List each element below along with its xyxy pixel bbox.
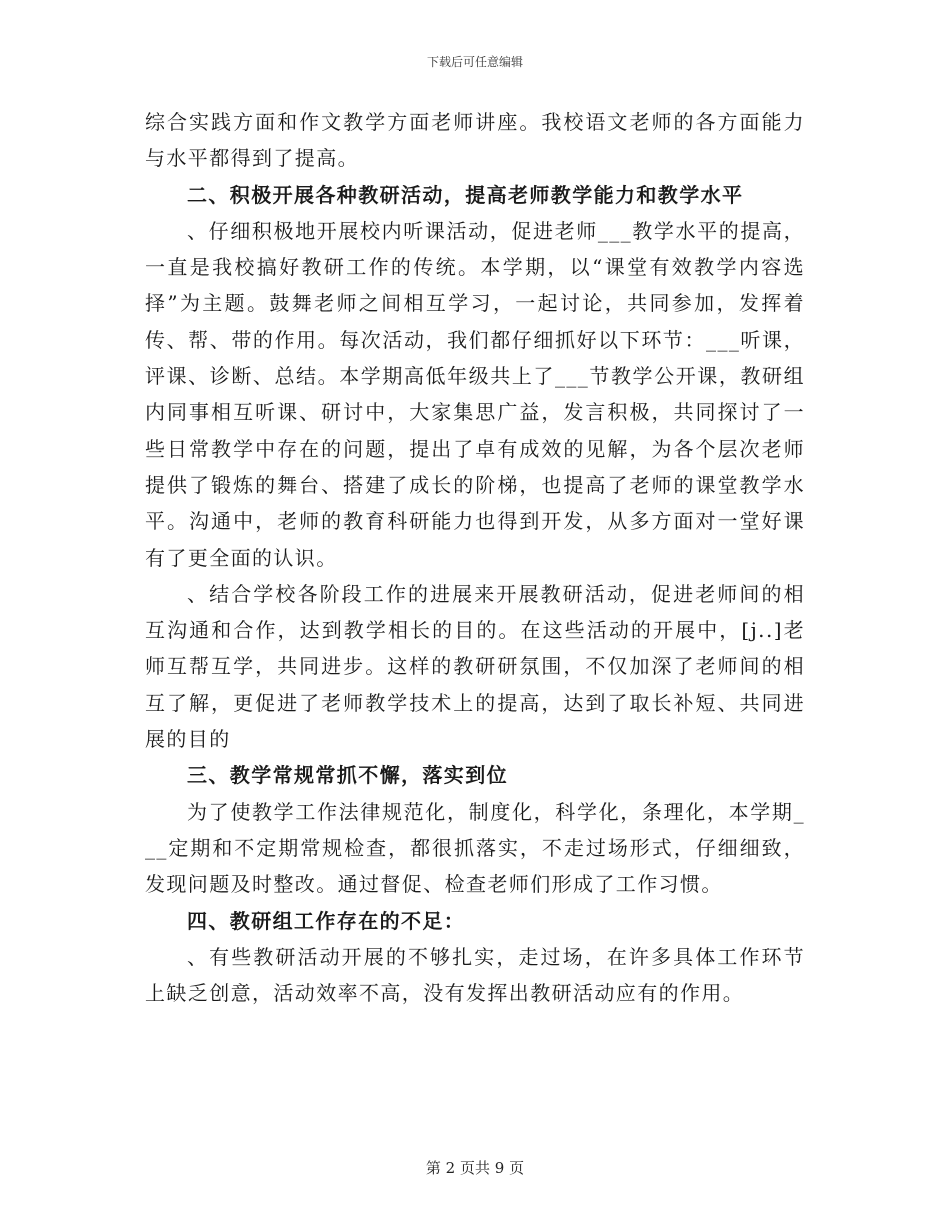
paragraph-continued: 综合实践方面和作文教学方面老师讲座。我校语文老师的各方面能力与水平都得到了提高。 xyxy=(145,110,805,171)
page-header: 下载后可任意编辑 xyxy=(426,55,523,69)
document-body xyxy=(145,104,805,1011)
paragraph-collaboration: 、结合学校各阶段工作的进展来开展教研活动，促进老师间的相互沟通和合作，达到教学相长的目的。在这些活动的开展中，[j..]老师互帮互学，共同进步。这样的教研研氛围，不仅加深了老师间的相互了解，更促进了老师教学技术上的提高，达到了取长补短、共同进展的目的 xyxy=(145,581,805,752)
page-number: 第 2 页共 9 页 xyxy=(425,1159,525,1177)
section-heading-4: 四、教研组工作存在的不足： xyxy=(187,908,466,933)
section-heading-3: 三、教学常规常抓不懈，落实到位 xyxy=(187,763,508,788)
paragraph-lesson-observation: 、仔细积极地开展校内听课活动，促进老师___教学水平的提高，一直是我校搞好教研工作的传统。本学期，以“课堂有效教学内容选择”为主题。鼓舞老师之间相互学习，一起讨论，共同参加，发挥着传、帮、带的作用。每次活动，我们都仔细抓好以下环节：___听课，评课、诊断、总结。本学期高低年级共上了___节教学公开课，教研组内同事相互听课、研讨中，大家集思广益，发言积极，共同探讨了一些日常教学中存在的问题，提出了卓有成效的见解，为各个层次老师提供了锻炼的舞台、搭建了成长的阶梯，也提高了老师的课堂教学水平。沟通中，老师的教育科研能力也得到开发，从多方面对一堂好课有了更全面的认识。 xyxy=(145,218,805,570)
section-heading-2: 二、积极开展各种教研活动，提高老师教学能力和教学水平 xyxy=(187,182,744,207)
paragraph-routine-checks: 为了使教学工作法律规范化，制度化，科学化，条理化，本学期___定期和不定期常规检查，都很抓落实，不走过场形式，仔细细致，发现问题及时整改。通过督促、检查老师们形成了工作习惯。 xyxy=(145,799,805,897)
paragraph-shortcomings: 、有些教研活动开展的不够扎实，走过场，在许多具体工作环节上缺乏创意，活动效率不高，没有发挥出教研活动应有的作用。 xyxy=(145,944,805,1006)
